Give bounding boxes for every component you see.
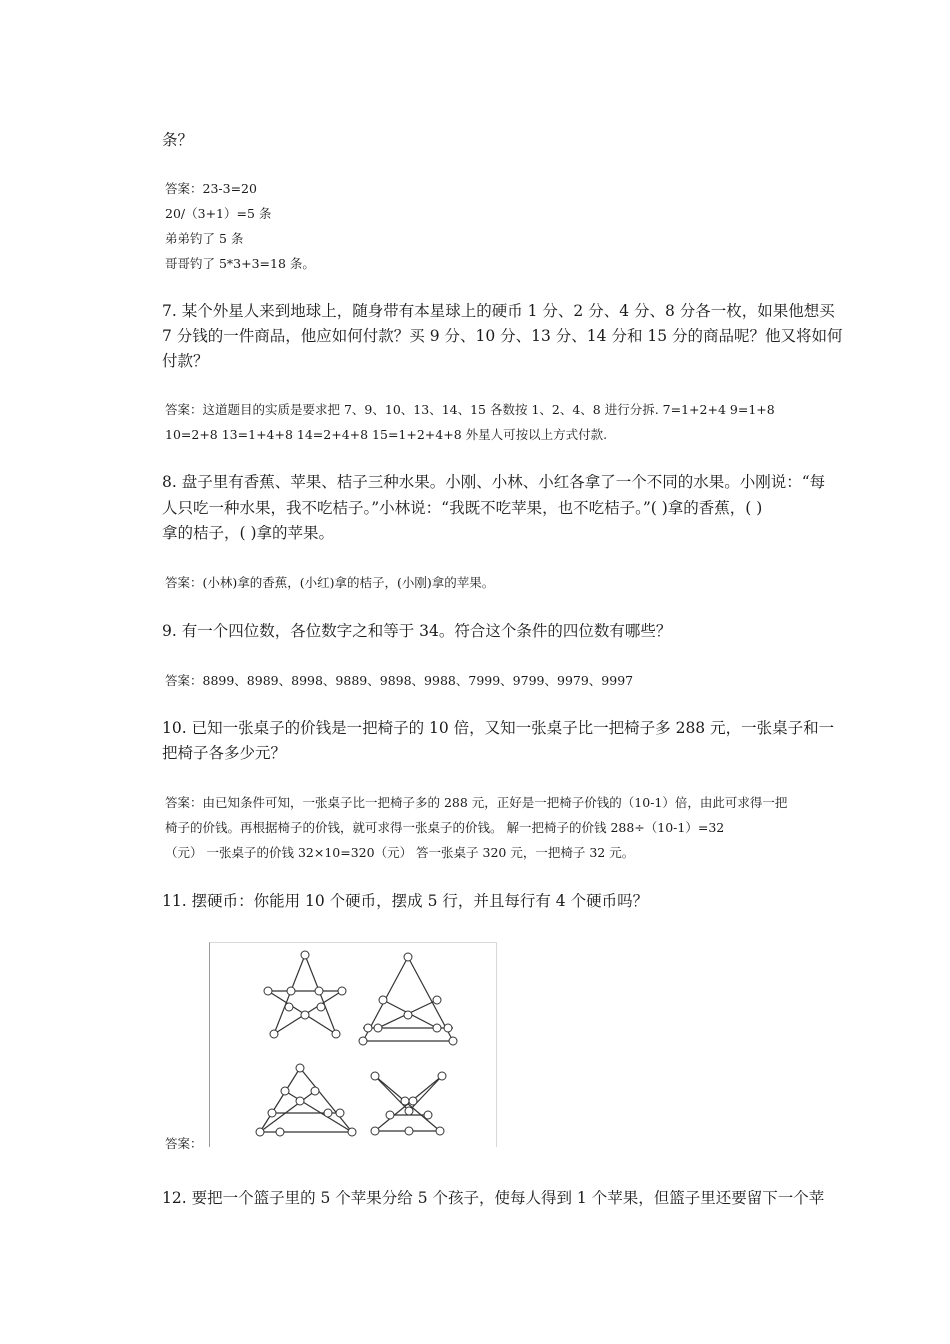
question-9-line-1: 9. 有一个四位数，各位数字之和等于 34。符合这个条件的四位数有哪些？ — [162, 622, 672, 640]
question-8-line-1: 8. 盘子里有香蕉、苹果、桔子三种水果。小刚、小林、小红各拿了一个不同的水果。小刚说：“每 — [162, 473, 826, 491]
coin-arrangement-figure — [209, 942, 497, 1147]
question-8-line-2: 人只吃一种水果，我不吃桔子。”小林说：“我既不吃苹果，也不吃桔子。”( )拿的香蕉，( ) — [162, 499, 763, 517]
answer-10-line-2: 椅子的价钱。再根据椅子的价钱，就可求得一张桌子的价钱。 解一把椅子的价钱 288÷（10-1）=32 — [165, 820, 725, 835]
answer-6-line-2: 20/（3+1）=5 条 — [165, 206, 272, 221]
coins — [256, 951, 457, 1136]
question-7-line-3: 付款？ — [162, 352, 209, 370]
question-7-line-2: 7 分钱的一件商品，他应如何付款？买 9 分、10 分、13 分、14 分和 15 分的商品呢？他又将如何 — [162, 327, 843, 345]
answer-10-line-3: （元） 一张桌子的价钱 32×10=320（元） 答一张桌子 320 元，一把椅子 32 元。 — [165, 845, 635, 860]
answer-7-line-1: 答案：这道题目的实质是要求把 7、9、10、13、14、15 各数按 1、2、4、8 进行分拆. 7=1+2+4 9=1+8 — [165, 402, 775, 417]
question-8-line-3: 拿的桔子，( )拿的苹果。 — [162, 524, 335, 542]
answer-6-line-1: 答案：23-3=20 — [165, 181, 257, 196]
question-10-line-2: 把椅子各多少元？ — [162, 744, 287, 762]
coin-arrangement-diagram — [210, 943, 496, 1147]
answer-7-line-2: 10=2+8 13=1+4+8 14=2+4+8 15=1+2+4+8 外星人可按以上方式付款. — [165, 427, 608, 442]
answer-8-line-1: 答案：(小林)拿的香蕉，(小红)拿的桔子，(小刚)拿的苹果。 — [165, 575, 495, 590]
answer-9-line-1: 答案：8899、8989、8998、9889、9898、9988、7999、9799、9979、9997 — [165, 673, 634, 688]
answer-11-label: 答案： — [165, 1136, 203, 1151]
lines — [260, 955, 453, 1132]
question-7-line-1: 7. 某个外星人来到地球上，随身带有本星球上的硬币 1 分、2 分、4 分、8 分各一枚，如果他想买 — [162, 302, 835, 320]
answer-6-line-4: 哥哥钓了 5*3+3=18 条。 — [165, 256, 315, 271]
answer-6-line-3: 弟弟钓了 5 条 — [165, 231, 244, 246]
question-11-line-1: 11. 摆硬币：你能用 10 个硬币，摆成 5 行，并且每行有 4 个硬币吗？ — [162, 892, 649, 910]
question-12-line-1: 12. 要把一个篮子里的 5 个苹果分给 5 个孩子，使每人得到 1 个苹果，但篮子里还要留下一个苹 — [162, 1189, 825, 1207]
answer-10-line-1: 答案：由已知条件可知，一张桌子比一把椅子多的 288 元，正好是一把椅子价钱的（10-1）倍，由此可求得一把 — [165, 795, 788, 810]
q6-tail: 条？ — [162, 131, 194, 149]
question-10-line-1: 10. 已知一张桌子的价钱是一把椅子的 10 倍，又知一张桌子比一把椅子多 288 元，一张桌子和一 — [162, 719, 835, 737]
